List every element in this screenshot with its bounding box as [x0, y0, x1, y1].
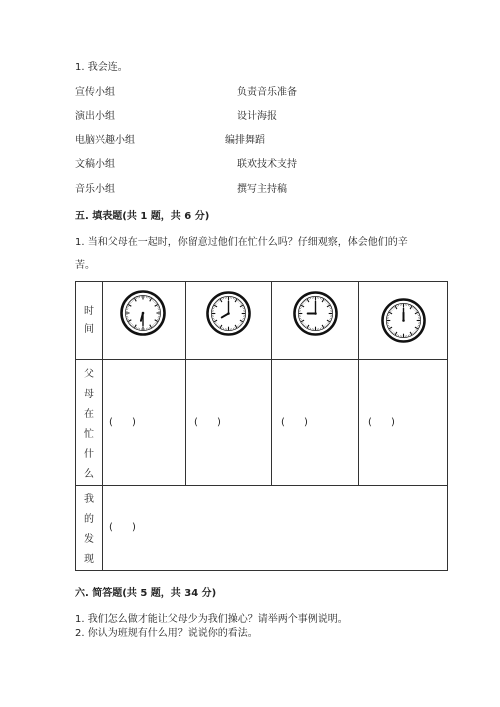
left-item-1: 宣传小组	[75, 87, 115, 98]
left-item-5: 音乐小组	[75, 184, 115, 195]
answer-blank-4[interactable]: ( )	[368, 417, 395, 428]
clock-center	[142, 312, 145, 315]
clock-center	[314, 312, 317, 315]
right-item-2: 设计海报	[237, 111, 277, 122]
clock-icon-1	[120, 290, 166, 336]
question-table-line2: 苦。	[75, 260, 95, 271]
answer-blank-1[interactable]: ( )	[109, 417, 136, 428]
question-short-2: 2. 你认为班规有什么用？说说你的看法。	[75, 628, 258, 639]
section6-title: 六. 简答题(共 5 题，共 34 分)	[75, 588, 217, 599]
answer-blank-2[interactable]: ( )	[194, 417, 221, 428]
clock-center	[402, 319, 405, 322]
row-header-time: 时 间	[84, 306, 94, 335]
clock-icon-3	[293, 291, 338, 336]
question-connect: 1. 我会连。	[75, 62, 128, 73]
left-item-3: 电脑兴趣小组	[75, 135, 135, 146]
clock-center	[227, 312, 230, 315]
right-item-1: 负责音乐准备	[237, 87, 297, 98]
answer-blank-findings[interactable]: ( )	[109, 522, 136, 533]
answer-blank-3[interactable]: ( )	[281, 417, 308, 428]
left-item-4: 文稿小组	[75, 159, 115, 170]
question-short-1: 1. 我们怎么做才能让父母少为我们操心？请举两个事例说明。	[75, 614, 348, 625]
right-item-5: 撰写主持稿	[237, 184, 287, 195]
row-header-my-findings: 我 的 发 现	[84, 494, 94, 565]
clock-icon-2	[206, 291, 251, 336]
question-table-line1: 1. 当和父母在一起时，你留意过他们在忙什么吗？仔细观察，体会他们的辛	[75, 237, 408, 248]
section5-title: 五. 填表题(共 1 题，共 6 分)	[75, 211, 210, 222]
row-header-parents-busy: 父 母 在 忙 什 么	[84, 369, 94, 480]
left-item-2: 演出小组	[75, 111, 115, 122]
right-item-3: 编排舞蹈	[225, 135, 265, 146]
right-item-4: 联欢技术支持	[237, 159, 297, 170]
clock-icon-4	[381, 298, 426, 343]
